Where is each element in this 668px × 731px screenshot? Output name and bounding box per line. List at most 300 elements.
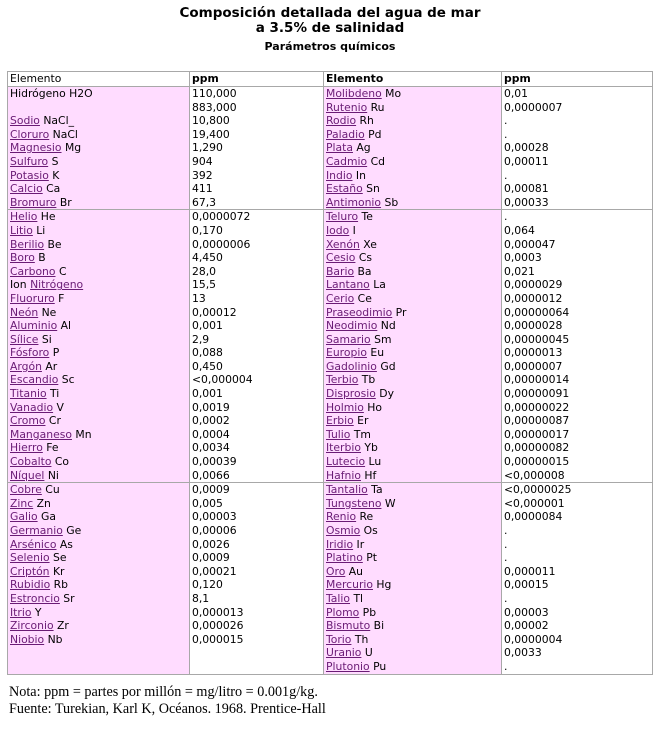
element-link[interactable]: Estroncio [10, 591, 60, 605]
element-link[interactable]: Plomo [326, 605, 360, 619]
element-cell-right [324, 483, 502, 674]
ppm-value: 15,5 [192, 278, 217, 292]
element-symbol: Y [31, 605, 42, 619]
element-symbol: W [381, 496, 396, 510]
element-symbol: Tb [358, 373, 376, 387]
element-symbol: Sr [59, 591, 75, 605]
element-entry [326, 141, 501, 155]
element-link[interactable]: Titanio [10, 387, 47, 401]
element-entry [326, 387, 501, 401]
element-link[interactable]: Manganeso [10, 427, 72, 441]
element-entry [10, 524, 189, 538]
element-entry [10, 497, 189, 511]
element-symbol: Ce [354, 291, 372, 305]
element-entry [326, 360, 501, 374]
element-entry [326, 646, 501, 660]
element-entry [326, 441, 501, 455]
element-symbol: Th [351, 632, 369, 646]
element-entry [10, 592, 189, 606]
ppm-value: 0,0034 [192, 441, 230, 455]
element-entry [326, 346, 501, 360]
element-symbol: Os [360, 524, 378, 537]
ppm-value: 10,800 [192, 114, 230, 128]
ppm-value: . [504, 168, 508, 182]
element-symbol: Ga [37, 510, 57, 524]
element-entry [326, 278, 501, 292]
ppm-value: 0,0066 [192, 468, 230, 482]
element-symbol: Ba [354, 264, 372, 278]
element-entry [326, 373, 501, 387]
ppm-value: 0,00033 [504, 195, 549, 209]
element-symbol: Te [358, 210, 373, 224]
element-entry [10, 306, 189, 320]
element-link[interactable]: Rodio [326, 114, 357, 128]
ppm-value: 0,00011 [504, 154, 549, 168]
element-entry [10, 319, 189, 333]
element-symbol: Yb [360, 441, 378, 455]
element-symbol: U [361, 646, 373, 660]
ppm-value: 0,0000012 [504, 291, 563, 305]
ppm-value: 0,000013 [192, 605, 244, 619]
element-symbol: Ir [353, 537, 365, 551]
header-ppm-right: ppm [502, 72, 653, 87]
element-entry [10, 155, 189, 169]
element-link[interactable]: Boro [10, 251, 35, 265]
element-entry [10, 360, 189, 374]
element-entry [10, 578, 189, 592]
ppm-value: 0,00000091 [504, 387, 570, 401]
element-entry [10, 346, 189, 360]
element-link[interactable]: Lantano [326, 278, 370, 292]
element-symbol: Ge [62, 524, 82, 537]
element-entry [326, 265, 501, 279]
element-symbol: Dy [375, 387, 394, 401]
element-link[interactable]: Europio [326, 346, 367, 360]
element-symbol: Cs [355, 251, 373, 265]
element-symbol: As [56, 537, 73, 551]
ppm-value: 0,00003 [504, 605, 549, 619]
element-symbol: Ho [363, 400, 383, 414]
element-entry [10, 565, 189, 579]
element-link[interactable]: Berilio [10, 237, 45, 251]
element-link[interactable]: Samario [326, 332, 371, 346]
element-symbol: Sn [362, 182, 380, 196]
element-entry [10, 414, 189, 428]
element-symbol: Cd [367, 154, 385, 168]
element-link[interactable]: Platino [326, 551, 363, 565]
element-link[interactable]: Litio [10, 223, 33, 237]
ppm-value: 0,0009 [192, 483, 230, 497]
element-symbol: Ca [42, 182, 61, 196]
ppm-value: 0,00006 [192, 524, 237, 537]
element-link[interactable]: Bismuto [326, 619, 371, 633]
ppm-value: <0,0000025 [504, 483, 572, 497]
ppm-value: . [504, 537, 508, 551]
element-symbol: Tl [350, 591, 364, 605]
ppm-value: . [504, 524, 508, 537]
element-symbol: Sc [58, 373, 75, 387]
element-symbol: Tm [350, 427, 371, 441]
element-symbol: NaCl [49, 127, 78, 141]
ppm-value: 0,0000004 [504, 632, 563, 646]
element-link[interactable]: Potasio [10, 168, 49, 182]
element-cell-right [324, 87, 502, 210]
element-link[interactable]: Cloruro [10, 127, 50, 141]
ppm-cell-right_ppm [502, 210, 653, 483]
element-symbol: Ne [38, 305, 57, 319]
ppm-value: 0,0026 [192, 537, 230, 551]
element-entry [10, 633, 189, 647]
ppm-value: 0,088 [192, 346, 223, 360]
ppm-value: 411 [192, 182, 213, 196]
element-link[interactable]: Aluminio [10, 319, 58, 333]
element-link[interactable]: Cadmio [326, 154, 368, 168]
element-symbol: In [352, 168, 366, 182]
element-link[interactable]: Torio [326, 632, 352, 646]
ppm-cell-left_ppm [190, 210, 324, 483]
element-entry [10, 483, 189, 497]
element-symbol: Nd [377, 319, 396, 333]
ppm-value: 0,005 [192, 496, 223, 510]
element-entry [10, 128, 189, 142]
element-link[interactable]: Itrio [10, 605, 32, 619]
element-symbol: Sb [381, 195, 399, 209]
element-link[interactable]: Holmio [326, 400, 364, 414]
table-header-row [8, 72, 653, 87]
element-link[interactable]: Calcio [10, 182, 43, 196]
ppm-value: 0,0003 [504, 251, 542, 265]
element-symbol: Pr [392, 305, 407, 319]
element-symbol: Rb [50, 578, 68, 592]
element-link[interactable]: Plata [326, 141, 353, 155]
element-entry [10, 510, 189, 524]
element-symbol: Hidrógeno H2O [10, 87, 93, 100]
element-symbol: Sm [370, 332, 392, 346]
element-link[interactable]: Selenio [10, 551, 50, 565]
element-link[interactable]: Xenón [326, 237, 360, 251]
element-link[interactable]: Praseodimio [326, 305, 393, 319]
element-entry [326, 538, 501, 552]
element-entry [326, 414, 501, 428]
element-link[interactable]: Zinc [10, 496, 34, 510]
element-link[interactable]: Renio [326, 510, 357, 524]
ppm-value: 0,00015 [504, 578, 549, 592]
ppm-value: 0,0033 [504, 646, 542, 660]
element-link[interactable]: Cobre [10, 483, 42, 497]
element-entry [326, 551, 501, 565]
element-link[interactable]: Tantalio [326, 483, 368, 497]
ppm-cell-left_ppm [190, 87, 324, 210]
element-link[interactable]: Estaño [326, 182, 363, 196]
element-link[interactable]: Cobalto [10, 455, 52, 469]
ppm-value: 0,0000013 [504, 346, 563, 360]
element-entry [326, 101, 501, 115]
element-symbol: Rh [356, 114, 374, 128]
element-link[interactable]: Plutonio [326, 659, 370, 673]
element-symbol: Si [38, 332, 52, 346]
ppm-value: 0,001 [192, 319, 223, 333]
element-link[interactable]: Disprosio [326, 387, 376, 401]
ppm-value: 4,450 [192, 251, 223, 265]
element-entry [326, 524, 501, 538]
element-symbol: I [349, 223, 356, 237]
element-symbol: Ar [41, 359, 58, 373]
element-link[interactable]: Bario [326, 264, 355, 278]
element-symbol: Kr [49, 564, 65, 578]
header-element-right: Elemento [324, 72, 502, 87]
ppm-value: 904 [192, 154, 213, 168]
element-entry [10, 538, 189, 552]
element-link[interactable]: Fluoruro [10, 291, 55, 305]
element-link[interactable]: Sodio [10, 114, 40, 128]
ppm-value: 0,021 [504, 264, 535, 278]
element-symbol: P [49, 346, 60, 360]
element-link[interactable]: Argón [10, 359, 42, 373]
element-symbol: Se [49, 551, 67, 565]
ppm-value: <0,000004 [192, 373, 253, 387]
ppm-value: 0,001 [192, 387, 223, 401]
element-entry [10, 551, 189, 565]
ppm-value: 13 [192, 291, 206, 305]
element-entry [326, 510, 501, 524]
element-symbol: Ag [352, 141, 371, 155]
ppm-cell-right_ppm [502, 87, 653, 210]
ppm-value: . [504, 114, 508, 128]
element-link[interactable]: Niobio [10, 632, 45, 646]
element-entry [10, 251, 189, 265]
ppm-value: 0,000015 [192, 632, 244, 646]
ppm-value: 0,00012 [192, 305, 237, 319]
element-symbol: Eu [366, 346, 385, 360]
ppm-value: 0,00000087 [504, 414, 570, 428]
element-entry [10, 619, 189, 633]
elements-table [7, 71, 653, 675]
element-entry [10, 196, 189, 210]
element-link[interactable]: Criptón [10, 564, 50, 578]
element-link[interactable]: Magnesio [10, 141, 62, 155]
element-link[interactable]: Molibdeno [326, 87, 382, 100]
element-link[interactable]: Neodimio [326, 319, 378, 333]
element-entry [10, 441, 189, 455]
element-link[interactable]: Iodo [326, 223, 350, 237]
element-symbol: Mg [61, 141, 82, 155]
element-link[interactable]: Escandio [10, 373, 59, 387]
element-entry [326, 87, 501, 101]
element-link[interactable]: Iterbio [326, 441, 361, 455]
element-symbol: Hf [361, 468, 377, 482]
element-symbol: Ni [44, 468, 59, 482]
element-link[interactable]: Neón [10, 305, 39, 319]
header-element-left: Elemento [8, 72, 190, 87]
ppm-value: 67,3 [192, 195, 217, 209]
element-link[interactable]: Cerio [326, 291, 355, 305]
element-symbol: Li [32, 223, 46, 237]
element-entry [326, 306, 501, 320]
element-entry [326, 633, 501, 647]
ppm-value: 0,00000045 [504, 332, 570, 346]
source-citation: Fuente: Turekian, Karl K, Océanos. 1968. Prentice-Hall [9, 701, 326, 717]
element-link[interactable]: Rutenio [326, 100, 368, 114]
element-link[interactable]: Bromuro [10, 195, 57, 209]
element-entry [326, 469, 501, 483]
element-link[interactable]: Uranio [326, 646, 362, 660]
element-link[interactable]: Talio [326, 591, 351, 605]
element-link[interactable]: Galio [10, 510, 38, 524]
element-link[interactable]: Terbio [326, 373, 359, 387]
element-entry [326, 292, 501, 306]
element-entry [326, 169, 501, 183]
element-symbol: B [34, 251, 46, 265]
element-link[interactable]: Hafnio [326, 468, 361, 482]
element-entry [10, 101, 189, 115]
page-title-line2: a 3.5% de salinidad [255, 20, 405, 36]
element-entry [10, 87, 189, 101]
element-entry [326, 660, 501, 674]
element-symbol: Cu [41, 483, 60, 497]
element-symbol: S [48, 154, 59, 168]
ppm-value: 0,0000028 [504, 319, 563, 333]
element-symbol: K [48, 168, 60, 182]
element-link[interactable]: Rubidio [10, 578, 51, 592]
ppm-value: <0,000008 [504, 468, 565, 482]
element-entry [326, 210, 501, 224]
element-entry [10, 428, 189, 442]
element-entry [10, 333, 189, 347]
element-link[interactable]: Gadolinio [326, 359, 377, 373]
element-entry [326, 578, 501, 592]
element-link[interactable]: Teluro [326, 210, 359, 224]
ppm-value: 0,0000084 [504, 510, 563, 524]
element-link[interactable]: Germanio [10, 524, 63, 537]
element-entry [326, 497, 501, 511]
element-symbol: Cr [45, 414, 61, 428]
ppm-value: 883,000 [192, 100, 237, 114]
element-entry [326, 155, 501, 169]
element-entry [326, 619, 501, 633]
element-symbol: He [37, 210, 56, 224]
element-link[interactable]: Carbono [10, 264, 56, 278]
ppm-value: 0,000026 [192, 619, 244, 633]
element-link[interactable]: Arsénico [10, 537, 57, 551]
element-link[interactable]: Iridio [326, 537, 354, 551]
element-symbol: Pu [369, 659, 387, 673]
element-entry [326, 196, 501, 210]
element-symbol: La [369, 278, 386, 292]
element-link[interactable]: Helio [10, 210, 38, 224]
element-entry [326, 428, 501, 442]
element-symbol: F [54, 291, 65, 305]
element-link[interactable]: Mercurio [326, 578, 373, 592]
element-entry [326, 128, 501, 142]
element-link[interactable]: Fósforo [10, 346, 50, 360]
ppm-cell-left_ppm [190, 483, 324, 674]
ppm-value: 0,00081 [504, 182, 549, 196]
ppm-value: 0,170 [192, 223, 223, 237]
element-symbol: Pt [362, 551, 377, 565]
element-link[interactable]: Oro [326, 564, 346, 578]
element-entry [10, 265, 189, 279]
ppm-value: 0,00000017 [504, 427, 570, 441]
ppm-value: 0,00028 [504, 141, 549, 155]
element-link[interactable]: Tulio [326, 427, 351, 441]
element-link[interactable]: Lutecio [326, 455, 366, 469]
element-link[interactable]: Vanadio [10, 400, 54, 414]
ppm-value: 1,290 [192, 141, 223, 155]
element-symbol: Re [356, 510, 374, 524]
ppm-value: 0,120 [192, 578, 223, 592]
ppm-value: 0,000011 [504, 564, 556, 578]
ppm-value: 2,9 [192, 332, 210, 346]
ppm-value: 392 [192, 168, 213, 182]
ppm-value: 0,00000082 [504, 441, 570, 455]
element-link[interactable]: Níquel [10, 468, 45, 482]
element-link[interactable]: Sílice [10, 332, 39, 346]
ppm-value: 0,00000014 [504, 373, 570, 387]
table-row [8, 210, 653, 483]
footnote: Nota: ppm = partes por millón = mg/litro = 0.001g/kg. [9, 684, 318, 700]
element-entry [326, 606, 501, 620]
ppm-value: 0,0009 [192, 551, 230, 565]
element-symbol: Mo [381, 87, 402, 100]
ppm-value: 0,0002 [192, 414, 230, 428]
element-link[interactable]: Cromo [10, 414, 46, 428]
element-entry [326, 182, 501, 196]
element-entry [10, 469, 189, 483]
element-symbol: Pb [359, 605, 377, 619]
element-entry [326, 238, 501, 252]
ppm-value: 8,1 [192, 591, 210, 605]
element-link[interactable]: Indio [326, 168, 353, 182]
ppm-value: . [504, 551, 508, 565]
element-symbol: Au [345, 564, 363, 578]
ppm-value: 0,0004 [192, 427, 230, 441]
element-entry [10, 182, 189, 196]
ppm-value: . [504, 659, 508, 673]
element-link[interactable]: Paladio [326, 127, 365, 141]
page-title: Composición detallada del agua de mar [179, 5, 481, 21]
ppm-value: 28,0 [192, 264, 217, 278]
element-symbol: Bi [370, 619, 385, 633]
element-symbol: Zr [53, 619, 69, 633]
ppm-value: <0,000001 [504, 496, 565, 510]
ppm-value: 0,0000007 [504, 359, 563, 373]
element-symbol: Pd [364, 127, 382, 141]
element-link[interactable]: Cesio [326, 251, 356, 265]
element-link[interactable]: Antimonio [326, 195, 382, 209]
element-link[interactable]: Hierro [10, 441, 43, 455]
element-cell-left [8, 87, 190, 210]
ppm-cell-right_ppm [502, 483, 653, 674]
element-symbol: Ta [367, 483, 383, 497]
ppm-value: . [504, 127, 508, 141]
ppm-value: 0,0019 [192, 400, 230, 414]
element-symbol: V [53, 400, 64, 414]
element-link[interactable]: Erbio [326, 414, 354, 428]
element-link[interactable]: Zirconio [10, 619, 54, 633]
element-entry [326, 483, 501, 497]
element-symbol: Al [57, 319, 72, 333]
element-symbol: Xe [359, 237, 377, 251]
ppm-value: 0,0000029 [504, 278, 563, 292]
element-link[interactable]: Nitrógeno [30, 278, 84, 292]
element-entry [10, 238, 189, 252]
element-link[interactable]: Tungsteno [326, 496, 382, 510]
element-link[interactable]: Osmio [326, 524, 361, 537]
ppm-value: 0,00021 [192, 564, 237, 578]
header-ppm-left: ppm [190, 72, 324, 87]
element-link[interactable]: Sulfuro [10, 154, 49, 168]
element-symbol: Fe [42, 441, 59, 455]
